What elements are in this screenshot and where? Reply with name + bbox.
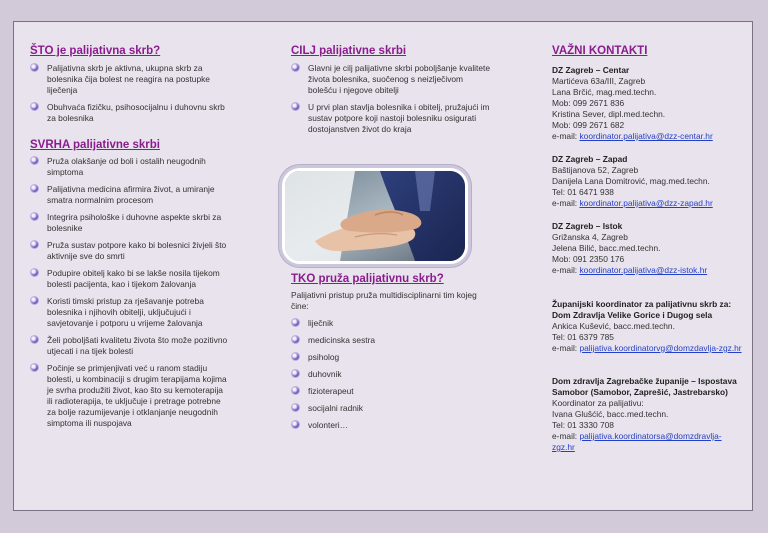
contact-email-row: e-mail: palijativa.koordinatorsa@domzdravlja-zgz.hr (552, 431, 722, 452)
list-item: duhovnik (291, 369, 491, 380)
list-item: Podupire obitelj kako bi se lakše nosila tijekom bolesti pacijenta, kao i tijekom žalovanja (30, 268, 230, 290)
contact-name: Dom zdravlja Zagrebačke županije – Ispostava Samobor (Samobor, Zaprešić, Jastrebarsko) (552, 376, 737, 397)
brochure-page (13, 21, 753, 511)
tko-list (291, 318, 491, 431)
bullet-icon (292, 421, 299, 428)
list-item: Pruža olakšanje od boli i ostalih neugodnih simptoma (30, 156, 230, 178)
email-link[interactable]: palijativa.koordinatorsa@domzdravlja-zgz.hr (552, 431, 722, 452)
sto-heading: ŠTO je palijativna skrb? (30, 45, 161, 57)
column-left (30, 22, 230, 435)
contact-line: Baštijanova 52, Zagreb (552, 165, 639, 175)
bullet-icon (292, 370, 299, 377)
contact-line: Grižanska 4, Zagreb (552, 232, 628, 242)
column-right (552, 22, 742, 465)
list-item: Želi poboljšati kvalitetu života što može pozitivno utjecati i na tijek bolesti (30, 335, 230, 357)
tko-intro: Palijativni pristup pruža multidisciplinarni tim kojeg čine: (291, 290, 477, 311)
contact-line: Tel: 01 6471 938 (552, 187, 614, 197)
bullet-icon (292, 319, 299, 326)
email-link[interactable]: koordinator.palijativa@dzz-zapad.hr (579, 198, 713, 208)
list-item: medicinska sestra (291, 335, 491, 346)
bullet-icon (31, 364, 38, 371)
bullet-icon (31, 103, 38, 110)
caring-hands-photo (282, 168, 468, 264)
contact-line: Ankica Kušević, bacc.med.techn. (552, 321, 675, 331)
list-item: socijalni radnik (291, 403, 491, 414)
email-link[interactable]: palijativa.koordinatorvg@domzdavlja-zgz.hr (579, 343, 742, 353)
bullet-icon (31, 269, 38, 276)
cilj-list (291, 63, 491, 135)
tko-heading: TKO pruža palijativnu skrb? (291, 273, 444, 285)
bullet-icon (31, 241, 38, 248)
contact-line: Jelena Bilić, bacc.med.techn. (552, 243, 661, 253)
cilj-heading: CILJ palijativne skrbi (291, 45, 407, 57)
contact-velika-gorica (552, 299, 742, 354)
contact-name: DZ Zagreb – Centar (552, 65, 630, 75)
list-item: Integrira psihološke i duhovne aspekte skrbi za bolesnike (30, 212, 230, 234)
email-link[interactable]: koordinator.palijativa@dzz-centar.hr (579, 131, 713, 141)
bullet-icon (292, 103, 299, 110)
contact-line: Mob: 099 2671 836 (552, 98, 625, 108)
bullet-icon (292, 387, 299, 394)
list-item: fizioterapeut (291, 386, 491, 397)
bullet-icon (31, 64, 38, 71)
list-item: psiholog (291, 352, 491, 363)
contact-email-row: e-mail: koordinator.palijativa@dzz-centar.hr (552, 131, 713, 141)
contact-name: DZ Zagreb – Istok (552, 221, 623, 231)
contact-email-row: e-mail: koordinator.palijativa@dzz-istok.hr (552, 265, 708, 275)
contact-istok (552, 221, 742, 276)
list-item: Palijativna skrb je aktivna, ukupna skrb za bolesnika čija bolest ne reagira na postupke liječenja (30, 63, 230, 96)
contact-name: Županijski koordinator za palijativnu skrb za: Dom Zdravlja Velike Gorice i Dugog sela (552, 299, 732, 320)
list-item: Pruža sustav potpore kako bi bolesnici živjeli što aktivnije sve do smrti (30, 240, 230, 262)
bullet-icon (31, 336, 38, 343)
contact-line: Koordinator za palijativu: (552, 398, 644, 408)
bullet-icon (31, 297, 38, 304)
bullet-icon (292, 353, 299, 360)
sto-list (30, 63, 230, 124)
bullet-icon (292, 64, 299, 71)
bullet-icon (31, 157, 38, 164)
list-item: Palijativna medicina afirmira život, a umiranje smatra normalnim procesom (30, 184, 230, 206)
list-item: Počinje se primjenjivati već u ranom stadiju bolesti, u kombinaciji s drugim terapijama kojima je svrha produžiti život, kao što su kemoterapija ili radioterapija, te uključuje i pretrage potrebne za bolje razumijevanje i otklanjanje neugodnih simptoma ili nuspojava (30, 363, 230, 429)
bullet-icon (31, 185, 38, 192)
contact-name: DZ Zagreb – Zapad (552, 154, 628, 164)
contact-email-row: e-mail: koordinator.palijativa@dzz-zapad.hr (552, 198, 713, 208)
kontakti-heading: VAŽNI KONTAKTI (552, 45, 648, 57)
list-item: volonteri… (291, 420, 491, 431)
contact-samobor (552, 376, 742, 453)
hands-illustration (285, 171, 465, 261)
list-item: liječnik (291, 318, 491, 329)
contact-line: Danijela Lana Domitrović, mag.med.techn. (552, 176, 710, 186)
list-item: U prvi plan stavlja bolesnika i obitelj, pružajući im sustav potpore koji nastoji bolesniku osigurati dostojanstven život do kraja (291, 102, 491, 135)
list-item: Obuhvaća fizičku, psihosocijalnu i duhovnu skrb za bolesnika (30, 102, 230, 124)
contact-email-row: e-mail: palijativa.koordinatorvg@domzdavlja-zgz.hr (552, 343, 742, 353)
list-item: Koristi timski pristup za rješavanje potreba bolesnika i njihovih obitelji, uključujući i savjetovanje i potporu u vrijeme žalovanja (30, 296, 230, 329)
contact-line: Mob: 091 2350 176 (552, 254, 625, 264)
contact-line: Kristina Sever, dipl.med.techn. (552, 109, 666, 119)
list-item: Glavni je cilj palijativne skrbi poboljšanje kvalitete života bolesnika, suočenog s neizlječivom bolešću i njegove obitelji (291, 63, 491, 96)
bullet-icon (292, 404, 299, 411)
contact-line: Tel: 01 6379 785 (552, 332, 614, 342)
svrha-heading: SVRHA palijativne skrbi (30, 139, 160, 151)
email-link[interactable]: koordinator.palijativa@dzz-istok.hr (579, 265, 708, 275)
contact-line: Tel: 01 3330 708 (552, 420, 614, 430)
bullet-icon (31, 213, 38, 220)
contact-zapad (552, 154, 742, 209)
svrha-list (30, 156, 230, 429)
contact-line: Lana Brčić, mag.med.techn. (552, 87, 657, 97)
contact-line: Mob: 099 2671 682 (552, 120, 625, 130)
bullet-icon (292, 336, 299, 343)
contact-centar (552, 65, 742, 142)
contact-line: Martićeva 63a/III, Zagreb (552, 76, 646, 86)
contact-line: Ivana Glušćić, bacc.med.techn. (552, 409, 669, 419)
